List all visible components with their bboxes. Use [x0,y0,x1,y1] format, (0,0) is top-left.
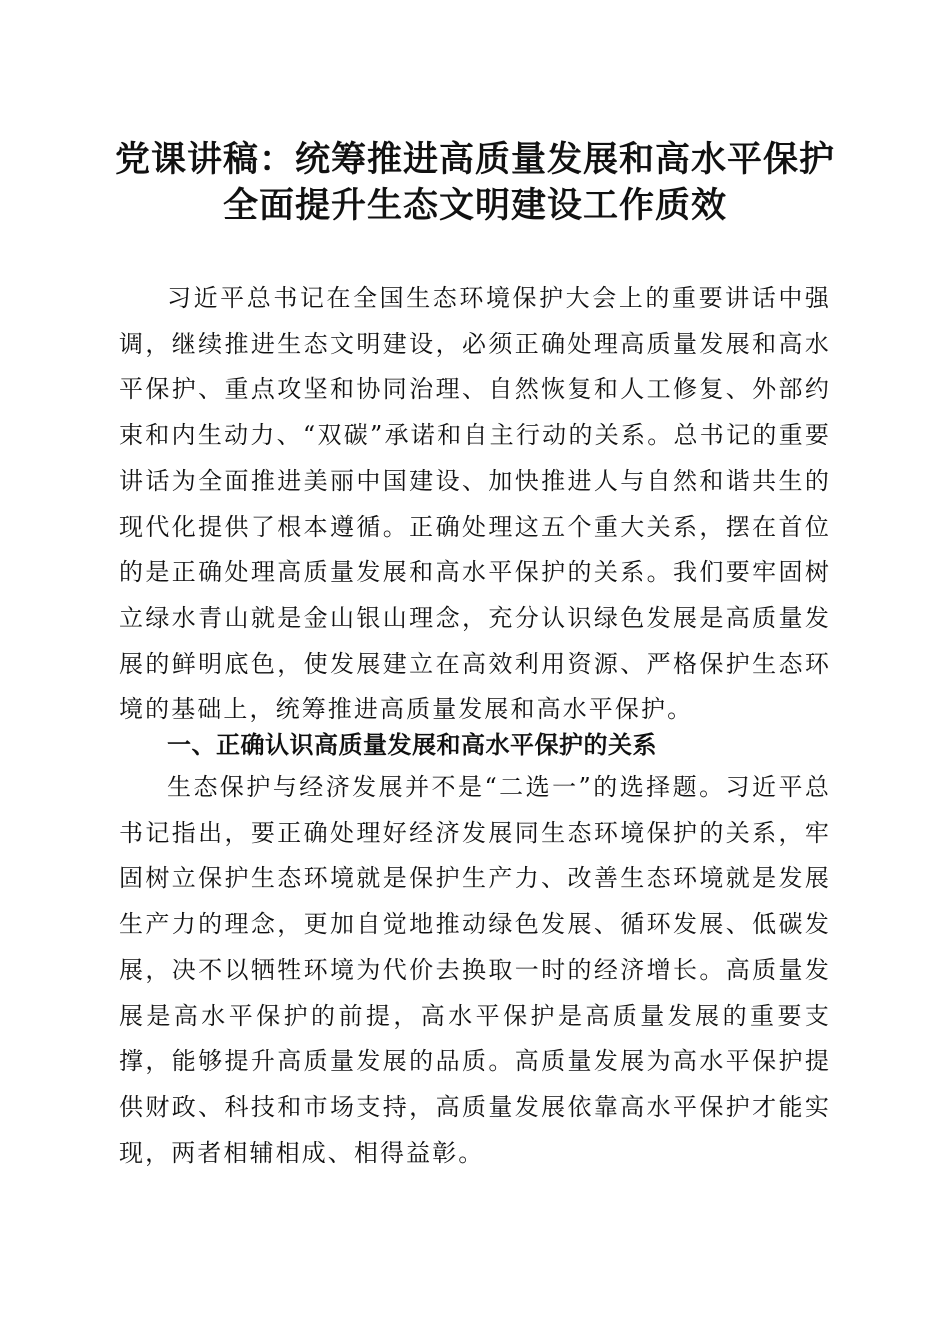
document-title-line-2: 全面提升生态文明建设工作质效 [222,185,727,226]
section-heading-1: 一、正确认识高质量发展和高水平保护的关系 [167,731,657,759]
body-paragraph-2: 生态保护与经济发展并不是“二选一”的选择题。习近平总书记指出，要正确处理好经济发展同生态环境保护的关系，牢固树立保护生态环境就是保护生产力、改善生态环境就是发展生产力的理念，更加自觉地推动绿色发展、循环发展、低碳发展，决不以牺牲环境为代价去换取一时的经济增长。高质量发展是高水平保护的前提，高水平保护是高质量发展的重要支撑，能够提升高质量发展的品质。高质量发展为高水平保护提供财政、科技和市场支持，高质量发展依靠高水平保护才能实现，两者相辅相成、相得益彰。 [119,773,831,1167]
body-paragraph-1: 习近平总书记在全国生态环境保护大会上的重要讲话中强调，继续推进生态文明建设，必须正确处理高质量发展和高水平保护、重点攻坚和协同治理、自然恢复和人工修复、外部约束和内生动力、“双碳”承诺和自主行动的关系。总书记的重要讲话为全面推进美丽中国建设、加快推进人与自然和谐共生的现代化提供了根本遵循。正确处理这五个重大关系，摆在首位的是正确处理高质量发展和高水平保护的关系。我们要牢固树立绿水青山就是金山银山理念，充分认识绿色发展是高质量发展的鲜明底色，使发展建立在高效利用资源、严格保护生态环境的基础上，统筹推进高质量发展和高水平保护。 [119,284,831,724]
document-title-line-1: 党课讲稿：统筹推进高质量发展和高水平保护 [114,139,835,180]
